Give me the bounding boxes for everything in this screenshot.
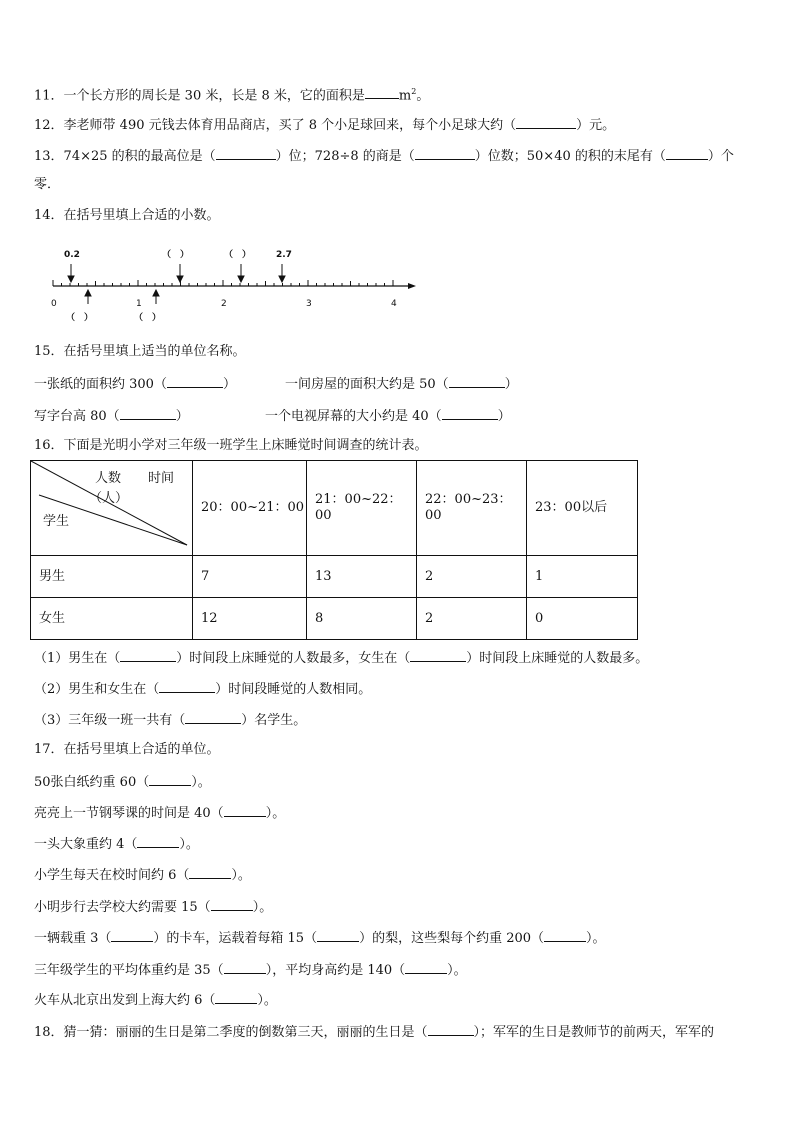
q17-line-7-blank-1[interactable]	[224, 960, 266, 974]
survey-table	[30, 460, 638, 640]
table-cell: 0	[527, 598, 638, 640]
table-cell: 2	[417, 598, 527, 640]
q17-line-7-text-c: ）。	[447, 963, 467, 978]
q17-line-6-text-d: ）。	[586, 931, 606, 946]
q12-blank[interactable]	[516, 115, 576, 129]
q17-line-7-text-b: ），平均身高约是 140（	[265, 963, 406, 978]
q17-line-1-blank[interactable]	[149, 772, 191, 786]
question-18	[34, 1022, 714, 1042]
q16-sub-1-blank-1[interactable]	[120, 648, 176, 662]
col-header-3: 22：00~23：00	[417, 461, 527, 556]
table-cell: 13	[307, 556, 417, 598]
table-row-girls	[31, 598, 638, 640]
q15-item-3-blank[interactable]	[120, 406, 176, 420]
q17-line-2-end: ）。	[265, 806, 286, 821]
q17-line-5-text: 小明步行去学校大约需要 15（	[34, 900, 211, 915]
nl-tick-label-0: 0	[51, 299, 57, 309]
q16-title: 16．下面是光明小学对三年级一班学生上床睡觉时间调查的统计表。	[34, 438, 428, 453]
q17-line-6-text-c: ）的梨，这些梨每个约重 200（	[359, 931, 545, 946]
q16-sub-3-text-a: （3）三年级一班一共有（	[34, 713, 186, 728]
q15-item-1-text: 一张纸的面积约 300（	[34, 377, 167, 392]
q15-item-3	[34, 406, 189, 426]
question-13	[34, 146, 734, 166]
q17-line-8	[34, 990, 277, 1010]
q15-item-1-end: ）	[222, 377, 236, 392]
q16-sub-2	[34, 679, 371, 699]
q18-text-b: ）；军军的生日是教师节的前两天，军军的	[473, 1025, 715, 1040]
q17-line-8-end: ）。	[257, 993, 277, 1008]
q17-line-7-text-a: 三年级学生的平均体重约是 35（	[34, 963, 224, 978]
q17-title: 17．在括号里填上合适的单位。	[34, 742, 220, 757]
q17-line-6	[34, 928, 606, 948]
q16-sub-3	[34, 710, 306, 730]
q15-item-4-text: 一个电视屏幕的大小约是 40（	[265, 409, 442, 424]
q13-text-b: ）位；728÷8 的商是（	[275, 149, 415, 164]
q17-line-3	[34, 834, 199, 854]
q13-blank-2[interactable]	[415, 146, 475, 160]
question-11	[34, 83, 429, 105]
q17-line-7-blank-2[interactable]	[405, 960, 447, 974]
row-label-girls: 女生	[31, 598, 193, 640]
q11-text: 11．一个长方形的周长是 30 米，长是 8 米，它的面积是	[34, 88, 365, 104]
q15-item-3-end: ）	[175, 409, 189, 424]
q17-line-4-blank[interactable]	[189, 865, 231, 879]
nl-ticks	[53, 280, 393, 286]
nl-tick-label-3: 3	[306, 299, 312, 309]
nl-axis-arrow	[408, 283, 416, 289]
q16-sub-1-text-a: （1）男生在（	[34, 651, 121, 666]
q12-text: 12．李老师带 490 元钱去体育用品商店，买了 8 个小足球回来，每个小足球大约（	[34, 118, 517, 133]
q13-blank-1[interactable]	[216, 146, 276, 160]
nl-top-label-3: 2.7	[276, 250, 292, 260]
q16-sub-2-text-a: （2）男生和女生在（	[34, 682, 160, 697]
nl-bottom-label-1: （ ）	[134, 313, 162, 323]
q15-item-2-end: ）	[504, 377, 518, 392]
table-cell: 7	[193, 556, 307, 598]
col-header-2: 21：00~22：00	[307, 461, 417, 556]
q16-sub-1	[34, 648, 648, 668]
q11-end: 。	[416, 88, 430, 104]
q15-item-4	[265, 406, 511, 426]
q17-line-6-blank-2[interactable]	[317, 928, 359, 942]
q15-item-4-blank[interactable]	[442, 406, 498, 420]
table-row-boys	[31, 556, 638, 598]
q13-text-a: 13．74×25 的积的最高位是（	[34, 149, 216, 164]
q17-line-8-blank[interactable]	[215, 990, 257, 1004]
survey-header-row	[31, 461, 638, 556]
q17-line-2	[34, 803, 285, 823]
row-label-boys: 男生	[31, 556, 193, 598]
q16-sub-1-blank-2[interactable]	[410, 648, 466, 662]
q15-item-1	[34, 374, 236, 394]
q18-blank[interactable]	[428, 1022, 474, 1036]
q17-line-3-blank[interactable]	[137, 834, 179, 848]
header-time: 时间	[148, 471, 175, 486]
q17-line-6-blank-3[interactable]	[544, 928, 586, 942]
table-cell: 12	[193, 598, 307, 640]
q17-line-1	[34, 772, 211, 792]
q17-line-3-text: 一头大象重约 4（	[34, 837, 138, 852]
q17-line-1-text: 50张白纸约重 60（	[34, 775, 150, 790]
nl-tick-label-4: 4	[391, 299, 397, 309]
q15-title: 15．在括号里填上适当的单位名称。	[34, 344, 246, 359]
q17-line-4-text: 小学生每天在校时间约 6（	[34, 868, 190, 883]
table-cell: 1	[527, 556, 638, 598]
nl-top-label-0: 0.2	[64, 250, 80, 260]
q15-item-2-blank[interactable]	[449, 374, 505, 388]
table-cell: 2	[417, 556, 527, 598]
q13-text-c: ）位数；50×40 的积的末尾有（	[474, 149, 666, 164]
header-student: 学生	[43, 514, 70, 529]
q15-item-4-end: ）	[497, 409, 511, 424]
q18-text-a: 18．猜一猜：丽丽的生日是第二季度的倒数第三天，丽丽的生日是（	[34, 1025, 428, 1040]
q15-item-1-blank[interactable]	[167, 374, 223, 388]
table-cell: 8	[307, 598, 417, 640]
nl-down-arrows	[68, 264, 285, 282]
q17-line-3-end: ）。	[179, 837, 199, 852]
q11-blank[interactable]	[365, 85, 399, 99]
nl-tick-label-2: 2	[221, 299, 227, 309]
nl-up-arrows	[85, 290, 159, 304]
q16-sub-3-text-b: ）名学生。	[241, 713, 307, 728]
q11-unit-sup: 2	[411, 87, 417, 96]
q13-blank-3[interactable]	[666, 146, 708, 160]
nl-bottom-label-0: （ ）	[66, 313, 94, 323]
q17-line-5	[34, 897, 272, 917]
q13-line-2: 零．	[34, 177, 61, 192]
q17-line-6-text-b: ）的卡车，运载着每箱 15（	[153, 931, 318, 946]
q16-sub-1-text-b: ）时间段上床睡觉的人数最多，女生在（	[176, 651, 411, 666]
q17-line-6-text-a: 一辆载重 3（	[34, 931, 112, 946]
number-line	[44, 240, 424, 325]
nl-top-label-1: （ ）	[162, 250, 190, 260]
nl-tick-label-1: 1	[136, 299, 142, 309]
q13-text-d: ）个	[707, 149, 734, 164]
nl-top-label-2: （ ）	[224, 250, 252, 260]
diagonal-header-cell	[31, 461, 193, 556]
header-person: （人）	[89, 491, 129, 506]
q15-item-2-text: 一间房屋的面积大约是 50（	[285, 377, 449, 392]
q16-sub-1-text-c: ）时间段上床睡觉的人数最多。	[466, 651, 649, 666]
q11-unit: m	[398, 88, 412, 104]
q17-line-8-text: 火车从北京出发到上海大约 6（	[34, 993, 216, 1008]
q16-sub-3-blank[interactable]	[185, 710, 241, 724]
header-count: 人数	[95, 471, 122, 486]
q16-sub-2-text-b: ）时间段睡觉的人数相同。	[215, 682, 372, 697]
q15-item-3-text: 写字台高 80（	[34, 409, 120, 424]
q17-line-2-text: 亮亮上一节钢琴课的时间是 40（	[34, 806, 224, 821]
q17-line-2-blank[interactable]	[224, 803, 266, 817]
q17-line-4	[34, 865, 251, 885]
q17-line-6-blank-1[interactable]	[111, 928, 153, 942]
question-12	[34, 115, 615, 135]
q17-line-5-end: ）。	[252, 900, 273, 915]
q16-sub-2-blank[interactable]	[159, 679, 215, 693]
col-header-4: 23：00以后	[527, 461, 638, 556]
q17-line-4-end: ）。	[231, 868, 251, 883]
q17-line-7	[34, 960, 467, 980]
q15-item-2	[285, 374, 518, 394]
q17-line-5-blank[interactable]	[211, 897, 253, 911]
q12-text-end: ）元。	[576, 118, 616, 133]
col-header-1: 20：00~21：00	[193, 461, 307, 556]
q17-line-1-end: ）。	[191, 775, 211, 790]
q14-title: 14．在括号里填上合适的小数。	[34, 208, 220, 223]
